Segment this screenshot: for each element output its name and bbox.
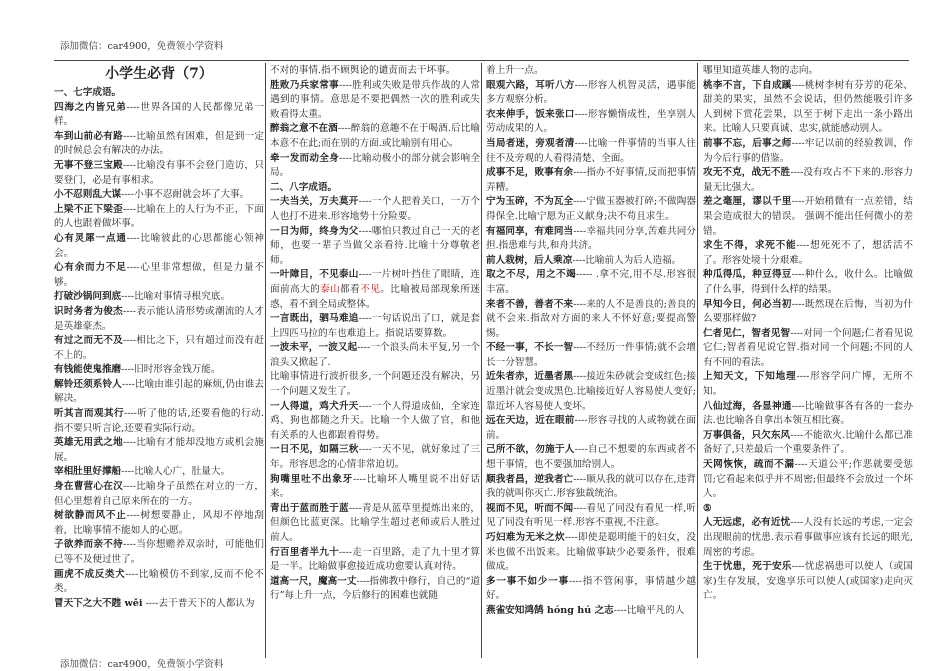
idiom-definition: ----树想要静止，风却不停地刮着，比喻事情不能如人的心愿。 [54,510,265,536]
idiom-entry [486,473,696,502]
idiom-entry [54,130,264,159]
idiom-definition: ----青是从蓝草里提炼出来的，但颜色比蓝更深。比喻学生超过老师或后人胜过前人。 [270,502,480,543]
idiom-term: 当局者迷，旁观者清 [486,137,575,149]
entry-list [703,64,913,502]
idiom-definition: ----顺从我的就可以存在,违背我的就叫你灭亡.形容独裁统治。 [486,473,696,500]
idiom-definition: ----胜利或失败是带兵作战的人常遇到的事情。意思是不要把偶然一次的胜利或失败看得太重。 [270,79,481,120]
idiom-definition: ----不经历一件事情;就不会增长一分智慧。 [486,342,696,368]
idiom-definition: ----去干普天下的人都认为 [142,597,255,609]
idiom-entry [270,546,480,575]
idiom-definition: ----比喻在上的人行为不正，下面的人也跟着做坏事。 [54,203,265,230]
column-2 [270,64,480,604]
idiom-entry [486,502,696,531]
idiom-entry [54,261,264,290]
idiom-term: 求生不得，求死不能 [703,240,797,252]
idiom-definition: ----形容学问广博，无所不知。 [703,371,914,398]
idiom-term: 多一事不如少一事 [486,575,569,587]
idiom-definition: 。比喻被局部现象所迷惑，看不到全局或整体。 [270,283,481,310]
idiom-term: 成事不足，败事有余 [486,167,574,179]
idiom-term: 心有余而力不足 [54,262,127,274]
idiom-entry [486,137,696,166]
idiom-entry [270,195,480,224]
column-3 [486,64,696,619]
entry-list [486,64,696,619]
idiom-term: 一波未平，一波又起 [270,342,358,354]
idiom-term: 一言既出，驷马难追 [270,313,359,325]
idiom-definition: 比喻事情进行波折很多,一个问题还没有解决，另一个问题又发生了。 [270,371,480,398]
idiom-definition: ----比喻彼此的心思都能心领神会。 [54,232,265,259]
idiom-definition: ----忧虑祸患可以使人（或国家)生存发展，安逸享乐可以使人(或国家)走向灭亡。 [703,561,914,602]
idiom-entry [270,268,480,312]
idiom-term: 远在天边，近在眼前 [486,415,575,427]
idiom-definition: ----比喻对事情寻根究底。 [121,291,231,303]
idiom-term: 桃李不言，下自成蹊 [703,79,792,91]
entry-list [703,516,913,604]
idiom-definition: ----一句话说出了口，就是套上四匹马拉的车也难追上。指说话要算数。 [270,313,481,339]
column-divider [697,63,698,658]
idiom-entry [54,465,264,480]
idiom-term: 视而不见，听而不闻 [486,502,574,514]
idiom-definition: ----比喻虽然有困难，但是到一定的时候总会有解决的办法。 [54,130,265,157]
idiom-entry [486,108,696,137]
idiom-term: 衣来伸手，饭来张口 [486,108,575,120]
idiom-definition: ----指不管闲事，事情越少越好。 [486,575,697,602]
idiom-term: 上梁不正下梁歪 [54,203,123,215]
idiom-term: 宁为玉碎，不为瓦全 [486,196,574,208]
idiom-entry [54,203,264,232]
idiom-entry [54,597,264,612]
idiom-definition: ----比喻没有事不会登门造访，只要登门，必是有事相求。 [54,159,265,186]
page-title: 小学生必背（7） [105,66,213,82]
idiom-definition: ----桃树李树有芬芳的花朵、甜美的果实，虽然不会说话，但仍然能吸引许多人到树下赏花尝果，以至于树下走出一条小路出来。比喻人只要真诚、忠实,就能感动别人。 [703,79,914,135]
idiom-term: 顺我者昌，逆我者亡 [486,473,574,485]
idiom-entry [703,195,913,239]
idiom-term: 车到山前必有路 [54,130,123,142]
idiom-definition: ----开始稍微有一点差错，结果会造成很大的错误。 强调不能出任何微小的差错。 [703,196,914,237]
idiom-entry [270,341,480,370]
idiom-entry [54,378,264,407]
idiom-entry [54,290,264,305]
idiom-term: 取之不尽，用之不竭 [486,269,577,281]
idiom-definition: ----比喻身子虽然在对立的一方，但心里想着自己原来所在的一方。 [54,481,265,507]
idiom-term: 仁者见仁，智者见智 [703,327,791,339]
idiom-term: 攻无不克，战无不胜 [703,167,791,179]
idiom-term: 燕雀安知鸿鹄 hóng hú 之志 [486,604,614,616]
column-4 [703,64,913,604]
idiom-definition: ----幸福共同分享,苦难共同分担.指患难与共,和舟共济。 [486,225,696,252]
idiom-entry [486,79,696,108]
idiom-definition: ----旧时形容金钱万能。 [121,364,221,376]
idiom-definition: 哪里知道英雄人物的志向。 [703,65,819,76]
idiom-entry [486,575,696,604]
highlighted-text: 泰山 [320,283,341,295]
header-rule [54,60,909,61]
idiom-definition: ----小事不忍耐就会坏了大事。 [121,189,250,201]
idiom-entry [486,604,696,619]
idiom-entry [270,502,480,546]
idiom-term: 小不忍则乱大谋 [54,189,122,201]
idiom-term: 有钱能使鬼推磨 [54,364,122,376]
idiom-definition: ----牢记以前的经验教训，作为今后行事的借鉴。 [703,137,914,164]
idiom-entry [486,268,696,297]
idiom-definition: ----看见了同没有看见一样,听见了同没有听见一样.形容不重视,不注意。 [486,502,696,529]
idiom-definition: ----比喻有才能却没地方或机会施展。 [54,437,265,463]
idiom-entry [270,152,480,181]
idiom-term: 醉翁之意不在酒 [270,123,338,135]
column-divider [481,63,482,658]
idiom-definition: ----宁做玉器被打碎;不做陶器得保全.比喻宁愿为正义献身;决不苟且求生。 [486,196,696,222]
idiom-entry [54,159,264,188]
idiom-entry [270,443,480,472]
idiom-term: 差之毫厘，谬以千里 [703,196,792,208]
idiom-entry [703,327,913,371]
idiom-entry [270,473,480,502]
idiom-definition: ----哪怕只教过自己一天的老师，也要一辈子当做父亲看待.比喻十分尊敬老师。 [270,225,481,266]
idiom-term: 近朱者赤，近墨者黑 [486,371,574,383]
idiom-entry [54,436,264,465]
idiom-entry [54,101,264,130]
idiom-entry [54,480,264,509]
idiom-definition: ----表示能认清形势或潮流的人才是英雄豪杰。 [54,305,265,332]
idiom-entry [486,370,696,414]
idiom-term: 解铃还须系铃人 [54,378,122,390]
idiom-entry [270,79,480,123]
idiom-term: 生于忧患，死于安乐 [703,561,792,573]
idiom-entry [486,298,696,342]
idiom-term: 一人得道，鸡犬升天 [270,400,359,412]
idiom-definition: ----醉翁的意趣不在于喝酒.后比喻本意不在此;而在别的方面.或比喻别有用心。 [270,123,480,149]
idiom-entry [703,429,913,458]
idiom-definition: ----比喻人心广，肚量大。 [121,466,231,478]
idiom-entry [703,370,913,399]
idiom-entry [54,232,264,261]
idiom-entry [486,443,696,472]
idiom-term: 不经一事，不长一智 [486,342,574,354]
idiom-term: 眼观六路，耳听八方 [486,79,575,91]
idiom-entry [54,305,264,334]
idiom-term: 行百里者半九十 [270,546,339,558]
idiom-definition: ----走一百里路，走了九十里才算是一半。比喻做事愈接近成功愈要认真对待。 [270,546,481,573]
idiom-entry [703,516,913,560]
idiom-definition: ----- .拿不完,用不尽.形容很丰富。 [486,269,697,295]
section-heading-seven-char: 一、七字成语。 [54,87,122,98]
idiom-term: 听其言而观其行 [54,408,125,420]
idiom-definition: ----比喻一件事情的当事人往往不及旁观的人看得清楚、全面。 [486,137,697,164]
idiom-term: 上知天文，下知地理 [703,371,797,383]
idiom-term: 身在曹营心在汉 [54,481,123,493]
idiom-entry [54,509,264,538]
idiom-definition: ----当你想赡养双亲时，可能他们已等不及便过世了。 [54,539,265,565]
idiom-definition: ----指佛教中修行，自己的“道行”每上升一点，今后修行的困难也就随 [270,575,480,602]
idiom-term: 有过之而无不及 [54,335,123,347]
idiom-definition: ----对同一个问题;仁者看见说它仁;智者看见说它智.指对同一个问题;不同的人有不同的看法。 [703,327,913,368]
idiom-entry [54,363,264,378]
idiom-entry [486,414,696,443]
idiom-term: 子欲养而亲不待 [54,539,123,551]
idiom-entry [703,137,913,166]
idiom-entry [486,64,696,79]
idiom-definition: ----既然现在后悔，当初为什么要那样做? [703,298,914,325]
idiom-term: 青出于蓝而胜于蓝 [270,502,349,514]
idiom-definition: ----自己不想要的东西或者不想干事情，也不要强加给别人。 [486,444,697,471]
column-divider [265,63,266,658]
highlighted-text: 不见 [360,283,381,295]
idiom-definition: ----比喻动极小的部分就会影响全局。 [270,152,481,179]
idiom-definition: ----比喻做事各有各的一套办法.也比喻各自拿出本领互相比赛。 [703,400,914,427]
entry-list [270,312,480,604]
idiom-term: 宰相肚里好撑船 [54,466,122,478]
idiom-entry [486,341,696,370]
idiom-definition: ----没有攻占不下来的.形容力量无比强大。 [703,167,913,193]
idiom-definition: ----天道公平;作恶就要受惩罚;它看起来似乎并不周密;但最终不会放过一个坏人。 [703,459,914,500]
idiom-term: 八仙过海，各显神通 [703,400,792,412]
idiom-entry [270,64,480,79]
idiom-term: 一日为师，终身为父 [270,225,359,237]
idiom-definition: ----听了他的话,还要看他的行动.指不要只听言论,还要看实际行动。 [54,408,264,434]
idiom-entry [703,298,913,327]
idiom-entry [703,268,913,297]
idiom-term: 牵一发而动全身 [270,152,339,164]
idiom-term: 狗嘴里吐不出象牙 [270,473,353,485]
idiom-term: 万事俱备，只欠东风 [703,429,791,441]
idiom-entry [486,531,696,575]
idiom-term: 道高一尺，魔高一丈 [270,575,357,587]
idiom-definition: ----来的人不是善良的;善良的就不会来.指敌对方面的来人不怀好意;要提高警惕。 [486,298,696,339]
idiom-definition: ----想死死不了，想活活不了。形容处境十分艰难。 [703,240,914,266]
idiom-entry [703,239,913,268]
idiom-definition: ----比喻平凡的人 [613,604,685,616]
idiom-entry [703,458,913,502]
idiom-entry [270,312,480,341]
idiom-term: 四海之内皆兄弟 [54,101,127,113]
circled-number: ⑤ [703,502,712,514]
idiom-entry [270,370,480,399]
idiom-term: 胜败乃兵家常事 [270,79,339,91]
page-header: 添加微信：car4900，免费领小学资料 [60,41,224,52]
idiom-entry [486,166,696,195]
idiom-term: 天网恢恢，疏而不漏 [703,459,795,471]
idiom-definition: ----人没有长远的考虑,一定会出现眼前的忧患.表示看事做事应该有长远的眼光,周密的考虑。 [703,517,913,558]
idiom-definition: ----接近朱砂就会变成红色;接近墨汁就会变成黑色.比喻接近好人容易使人变好;靠近坏人容易使人变坏。 [486,371,696,412]
idiom-definition: ----一天不见，就好象过了三年。形容思念的心情非常迫切。 [270,444,481,471]
idiom-entry [703,560,913,604]
idiom-term: 一叶障目，不见泰山 [270,269,359,281]
idiom-entry [703,64,913,79]
entry-list [270,195,480,268]
idiom-term: 来者不善，善者不来 [486,298,574,310]
idiom-term: 巧妇难为无米之炊 [486,532,565,543]
idiom-entry [54,538,264,567]
idiom-entry [703,79,913,137]
idiom-term: 打破沙锅问到底 [54,291,122,303]
idiom-definition: ----种什么，收什么。比喻做了什么事，得到什么样的结果。 [703,269,914,295]
idiom-definition: ----指办不好事情,反而把事情弄糟。 [486,167,696,193]
idiom-entry [486,254,696,269]
idiom-term: 早知今日，何必当初 [703,298,792,310]
idiom-term: 英雄无用武之地 [54,437,123,449]
idiom-definition: 着上升一点。 [486,65,544,76]
idiom-term: 前人栽树，后人乘凉 [486,254,573,266]
idiom-entry [270,400,480,444]
idiom-term: 画虎不成反类犬 [54,568,126,580]
idiom-term: 己所不欲，勿施于人 [486,444,575,456]
idiom-definition: ----比喻由谁引起的麻烦,仍由谁去解决。 [54,378,264,405]
page-footer: 添加微信：car4900，免费领小学资料 [60,659,224,670]
idiom-term: 前事不忘，后事之师 [703,137,792,149]
idiom-term: 无事不登三宝殿 [54,159,123,171]
idiom-definition: 不对的事情.指不顾舆论的谴责而去干坏事。 [270,65,456,76]
idiom-entry [54,334,264,363]
idiom-definition: ----不能欲火.比喻什么都已准备好了,只差最后一个重要条件了。 [703,429,913,456]
idiom-definition: ----比喻前人为后人造福。 [572,254,682,266]
idiom-definition: ----比喻模仿不到家,反而不伦不类。 [54,568,264,595]
idiom-entry [270,122,480,151]
idiom-definition: ----一个浪头尚未平复,另一个浪头又掀起了. [270,342,480,368]
idiom-entry [270,225,480,269]
idiom-entry [486,195,696,224]
idiom-entry [703,166,913,195]
idiom-term: 人无远虑，必有近忧 [703,517,791,529]
idiom-entry [54,407,264,436]
idiom-entry [54,568,264,597]
idiom-definition: ----相比之下，只有超过而没有赶不上的。 [54,335,265,361]
idiom-definition: ----形容人机智灵活，遇事能多方观察分析。 [486,79,697,106]
idiom-term: 冒天下之大不韪 wěi [54,597,143,609]
idiom-definition: ----即使是聪明能干的妇女，没米也做不出饭来。比喻做事缺少必要条件，很难做成。 [486,532,696,573]
idiom-term: 一夫当关，万夫莫开 [270,196,359,208]
idiom-definition: ----比喻坏人嘴里说不出好话来。 [270,473,481,500]
idiom-term: 心有灵犀一点通 [54,232,127,244]
idiom-term: 树欲静而风不止 [54,510,127,522]
idiom-entry [270,575,480,604]
idiom-definition: ----一个人把着关口，一万个人也打不进来.形容地势十分险要。 [270,196,481,222]
idiom-definition: ----形容懒惰成性，坐享别人劳动成果的人。 [486,108,697,135]
section-heading-eight-char: 二、八字成语。 [270,181,338,193]
entry-list [54,101,264,612]
idiom-definition: ----形容寻找的人或物就在面前。 [486,415,697,441]
entry-list [270,64,480,181]
idiom-definition: ----心里非常想做，但是力量不够。 [54,262,265,288]
idiom-definition: 都看 [340,283,361,295]
idiom-definition: ----一片树叶挡住了眼睛，连面前高大的 [270,269,481,295]
idiom-term: 一日不见，如隔三秋 [270,444,359,456]
idiom-term: 种瓜得瓜，种豆得豆 [703,269,792,281]
idiom-definition: ----一个人得道成仙，全家连鸡、狗也都随之升天。比喻一个人做了官，和他有关系的人也都跟着得势。 [270,400,481,441]
idiom-entry [703,400,913,429]
idiom-term: 识时务者为俊杰 [54,305,123,317]
column-1 [54,64,264,611]
idiom-term: 有福同享，有难同当 [486,225,574,237]
idiom-definition: ----世界各国的人民都像兄弟一样。 [54,101,265,128]
idiom-entry [54,188,264,203]
idiom-entry [486,225,696,254]
